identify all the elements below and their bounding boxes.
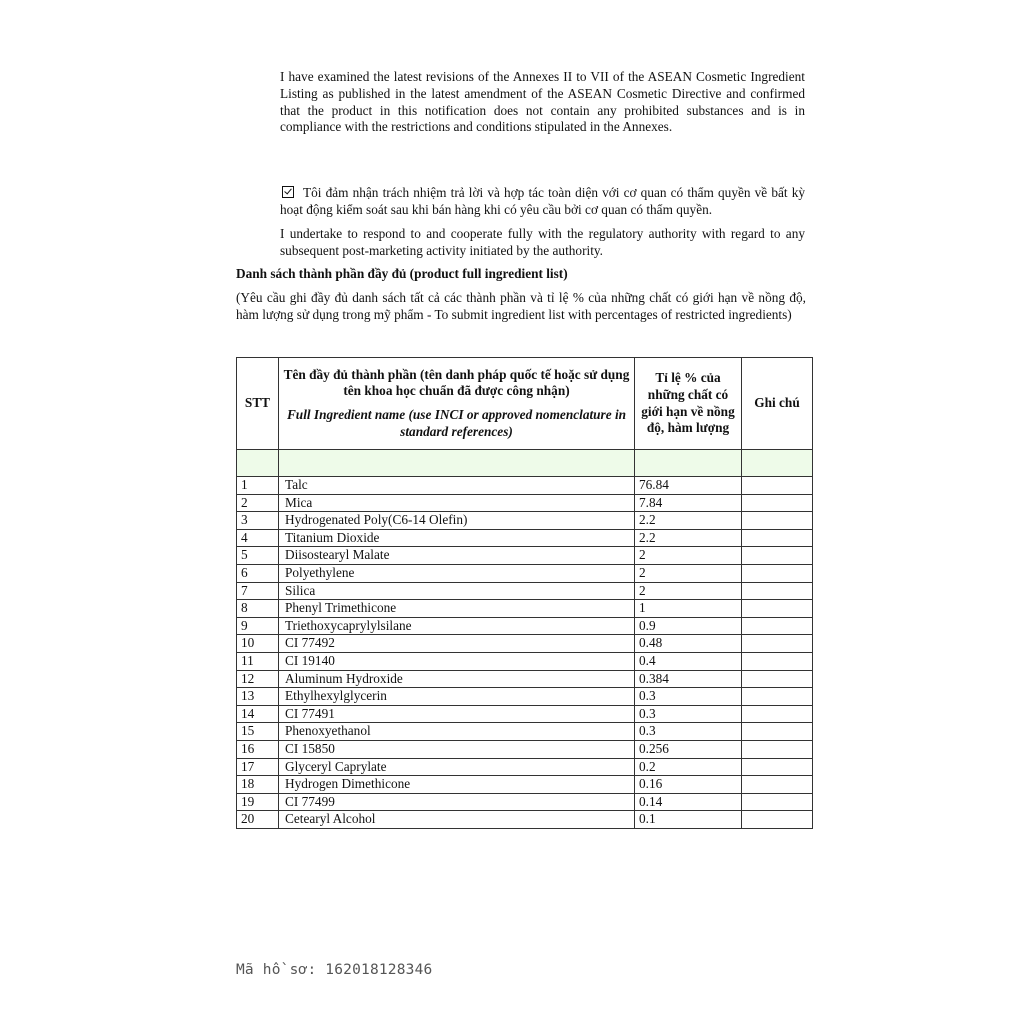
- cell-stt: 17: [237, 758, 279, 776]
- cell-stt: 5: [237, 547, 279, 565]
- cell-percent: 76.84: [635, 477, 742, 495]
- cell-note: [742, 529, 813, 547]
- separator-cell: [279, 450, 635, 477]
- separator-cell: [742, 450, 813, 477]
- cell-ingredient-name: Aluminum Hydroxide: [279, 670, 635, 688]
- table-row: [237, 529, 813, 547]
- cell-note: [742, 582, 813, 600]
- cell-note: [742, 811, 813, 829]
- table-row: [237, 617, 813, 635]
- cell-ingredient-name: CI 15850: [279, 740, 635, 758]
- cell-ingredient-name: Glyceryl Caprylate: [279, 758, 635, 776]
- table-row: [237, 494, 813, 512]
- cell-stt: 4: [237, 529, 279, 547]
- cell-stt: 3: [237, 512, 279, 530]
- cell-ingredient-name: Cetearyl Alcohol: [279, 811, 635, 829]
- cell-note: [742, 688, 813, 706]
- header-name-en: Full Ingredient name (use INCI or approved nomenclature in standard references): [286, 407, 627, 439]
- cell-ingredient-name: Hydrogen Dimethicone: [279, 776, 635, 794]
- cell-stt: 20: [237, 811, 279, 829]
- checked-checkbox-icon[interactable]: [282, 186, 294, 198]
- table-row: [237, 564, 813, 582]
- table-row: [237, 635, 813, 653]
- separator-cell: [635, 450, 742, 477]
- header-percent: Tỉ lệ % của những chất có giới hạn về nồng độ, hàm lượng: [635, 358, 742, 450]
- cell-percent: 0.384: [635, 670, 742, 688]
- table-separator-row: [237, 450, 813, 477]
- header-ingredient-name: [279, 358, 635, 450]
- cell-stt: 13: [237, 688, 279, 706]
- cell-stt: 11: [237, 652, 279, 670]
- cell-stt: 12: [237, 670, 279, 688]
- commitment-text-vn: Tôi đảm nhận trách nhiệm trả lời và hợp tác toàn diện với cơ quan có thẩm quyền về bất kỳ hoạt động kiểm soát sau khi bán hàng khi có yêu cầu bởi cơ quan có thẩm quyền.: [280, 185, 805, 217]
- cell-percent: 2: [635, 582, 742, 600]
- ingredient-list-note: (Yêu cầu ghi đầy đủ danh sách tất cả các thành phần và tỉ lệ % của những chất có giới hạn về nồng độ, hàm lượng sử dụng trong mỹ phẩm - To submit ingredient list with percentages of restricted ingredients): [236, 290, 806, 322]
- cell-note: [742, 494, 813, 512]
- table-row: [237, 723, 813, 741]
- cell-ingredient-name: CI 77499: [279, 793, 635, 811]
- cell-percent: 2.2: [635, 529, 742, 547]
- cell-ingredient-name: Hydrogenated Poly(C6-14 Olefin): [279, 512, 635, 530]
- table-row: [237, 758, 813, 776]
- table-row: [237, 477, 813, 495]
- cell-stt: 18: [237, 776, 279, 794]
- table-row: [237, 688, 813, 706]
- cell-percent: 2.2: [635, 512, 742, 530]
- cell-ingredient-name: Polyethylene: [279, 564, 635, 582]
- table-row: [237, 512, 813, 530]
- cell-note: [742, 723, 813, 741]
- ingredient-rows: [237, 477, 813, 829]
- table-row: [237, 547, 813, 565]
- cell-ingredient-name: CI 77491: [279, 705, 635, 723]
- cell-percent: 7.84: [635, 494, 742, 512]
- commitment-statement-en: I undertake to respond to and cooperate fully with the regulatory authority with regard to any subsequent post-marketing activity initiated by the authority.: [280, 226, 805, 258]
- cell-percent: 0.14: [635, 793, 742, 811]
- cell-note: [742, 740, 813, 758]
- table-row: [237, 705, 813, 723]
- cell-percent: 1: [635, 600, 742, 618]
- cell-percent: 0.2: [635, 758, 742, 776]
- table-row: [237, 670, 813, 688]
- table-row: [237, 600, 813, 618]
- header-name-vn: Tên đầy đủ thành phần (tên danh pháp quốc tế hoặc sử dụng tên khoa học chuẩn đã được công nhận): [283, 366, 630, 399]
- cell-stt: 1: [237, 477, 279, 495]
- file-number: Mã hồ sơ: 162018128346: [236, 962, 433, 978]
- cell-percent: 0.16: [635, 776, 742, 794]
- cell-stt: 14: [237, 705, 279, 723]
- cell-stt: 19: [237, 793, 279, 811]
- cell-note: [742, 705, 813, 723]
- cell-stt: 2: [237, 494, 279, 512]
- cell-note: [742, 512, 813, 530]
- cell-stt: 6: [237, 564, 279, 582]
- cell-stt: 9: [237, 617, 279, 635]
- table-row: [237, 740, 813, 758]
- cell-ingredient-name: Ethylhexylglycerin: [279, 688, 635, 706]
- cell-ingredient-name: Phenyl Trimethicone: [279, 600, 635, 618]
- cell-ingredient-name: CI 77492: [279, 635, 635, 653]
- cell-ingredient-name: Talc: [279, 477, 635, 495]
- cell-note: [742, 547, 813, 565]
- ingredient-table: [236, 357, 813, 829]
- cell-percent: 0.48: [635, 635, 742, 653]
- cell-note: [742, 635, 813, 653]
- cell-percent: 0.256: [635, 740, 742, 758]
- table-row: [237, 793, 813, 811]
- ingredient-list-heading: Danh sách thành phần đầy đủ (product full ingredient list): [236, 266, 568, 281]
- separator-cell: [237, 450, 279, 477]
- cell-ingredient-name: Triethoxycaprylylsilane: [279, 617, 635, 635]
- cell-ingredient-name: Phenoxyethanol: [279, 723, 635, 741]
- cell-percent: 0.3: [635, 705, 742, 723]
- cell-percent: 0.9: [635, 617, 742, 635]
- cell-ingredient-name: Titanium Dioxide: [279, 529, 635, 547]
- cell-note: [742, 477, 813, 495]
- cell-stt: 10: [237, 635, 279, 653]
- cell-ingredient-name: Diisostearyl Malate: [279, 547, 635, 565]
- cell-percent: 0.3: [635, 723, 742, 741]
- table-row: [237, 811, 813, 829]
- header-stt: STT: [237, 358, 279, 450]
- cell-percent: 0.4: [635, 652, 742, 670]
- cell-stt: 16: [237, 740, 279, 758]
- annex-compliance-statement: I have examined the latest revisions of the Annexes II to VII of the ASEAN Cosmetic Ingredient Listing as published in the latest amendment of the ASEAN Cosmetic Directive and confirmed that the product in this notification does not contain any prohibited substances and is in compliance with the restrictions and conditions stipulated in the Annexes.: [280, 69, 805, 135]
- cell-note: [742, 793, 813, 811]
- cell-note: [742, 564, 813, 582]
- cell-percent: 2: [635, 564, 742, 582]
- cell-ingredient-name: CI 19140: [279, 652, 635, 670]
- cell-percent: 2: [635, 547, 742, 565]
- commitment-statement-vn: [280, 184, 805, 218]
- ingredient-table-header: [237, 358, 813, 450]
- table-row: [237, 582, 813, 600]
- cell-note: [742, 617, 813, 635]
- cell-note: [742, 652, 813, 670]
- cell-stt: 15: [237, 723, 279, 741]
- cell-stt: 8: [237, 600, 279, 618]
- header-note: Ghi chú: [742, 358, 813, 450]
- cell-note: [742, 776, 813, 794]
- cell-stt: 7: [237, 582, 279, 600]
- cell-ingredient-name: Silica: [279, 582, 635, 600]
- cell-note: [742, 670, 813, 688]
- cell-percent: 0.3: [635, 688, 742, 706]
- table-row: [237, 652, 813, 670]
- table-row: [237, 776, 813, 794]
- cell-ingredient-name: Mica: [279, 494, 635, 512]
- cell-percent: 0.1: [635, 811, 742, 829]
- cell-note: [742, 600, 813, 618]
- cell-note: [742, 758, 813, 776]
